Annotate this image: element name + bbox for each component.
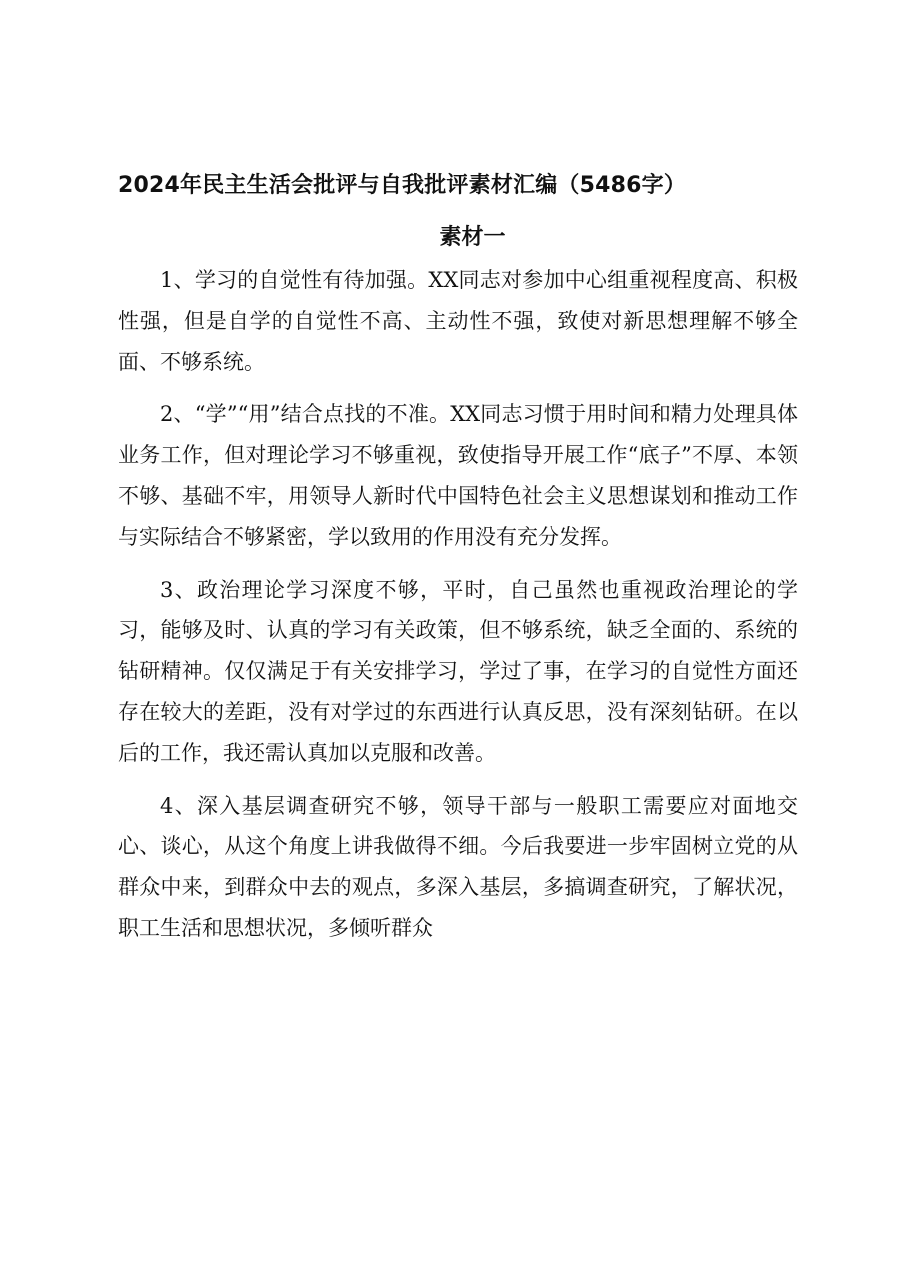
document-title: 2024年民主生活会批评与自我批评素材汇编（5486字） — [118, 173, 687, 198]
paragraph-2: 2、“学”“用”结合点找的不准。XX同志习惯于用时间和精力处理具体业务工作，但对理论学习不够重视，致使指导开展工作“底子”不厚、本领不够、基础不牢，用领导人新时代中国特色社会主义思想谋划和推动工作与实际结合不够紧密，学以致用的作用没有充分发挥。 — [118, 402, 798, 549]
paragraph-4: 4、深入基层调查研究不够，领导干部与一般职工需要应对面地交心、谈心，从这个角度上讲我做得不细。今后我要进一步牢固树立党的从群众中来，到群众中去的观点，多深入基层，多搞调查研究，了解状况，职工生活和思想状况，多倾听群众 — [118, 793, 798, 940]
document-body — [118, 260, 798, 961]
paragraph-3: 3、政治理论学习深度不够，平时，自己虽然也重视政治理论的学习，能够及时、认真的学习有关政策，但不够系统，缺乏全面的、系统的钻研精神。仅仅满足于有关安排学习，学过了事，在学习的自觉性方面还存在较大的差距，没有对学过的东西进行认真反思，没有深刻钻研。在以后的工作，我还需认真加以克服和改善。 — [118, 577, 798, 765]
section-heading: 素材一 — [439, 225, 506, 250]
paragraph-1: 1、学习的自觉性有待加强。XX同志对参加中心组重视程度高、积极性强，但是自学的自觉性不高、主动性不强，致使对新思想理解不够全面、不够系统。 — [118, 268, 798, 374]
